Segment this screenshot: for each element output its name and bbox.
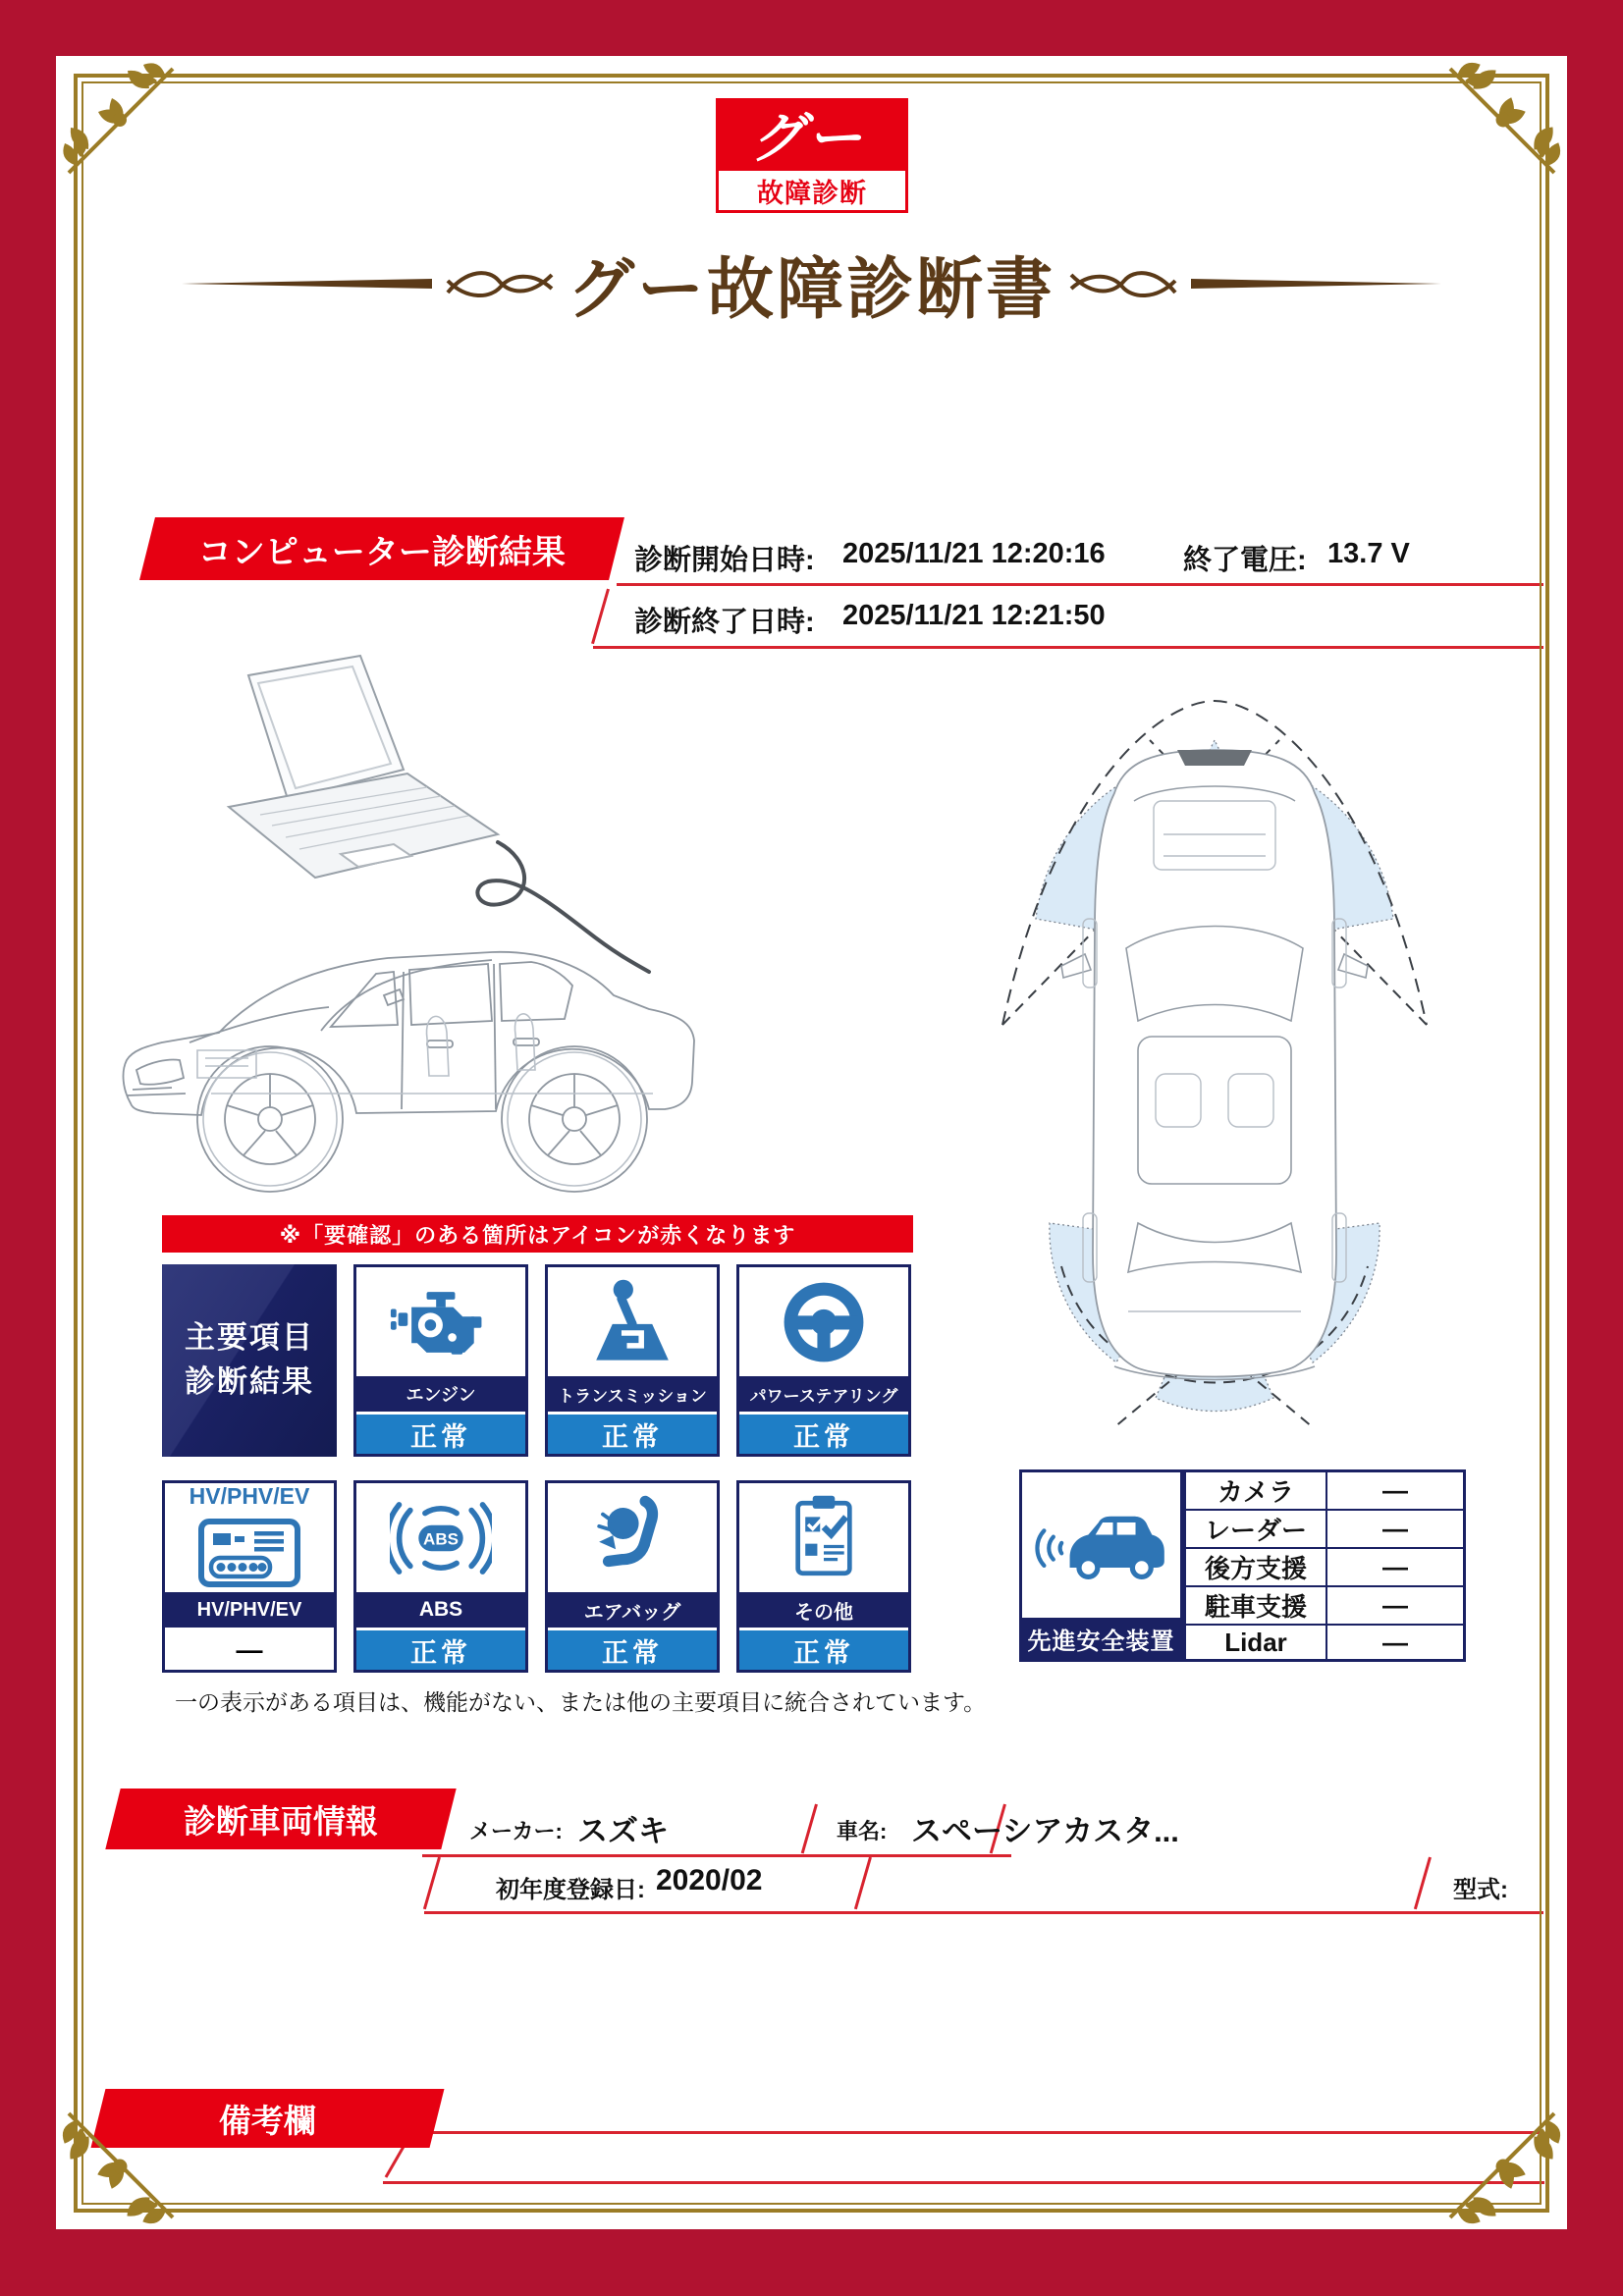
safety-row-name: レーダー <box>1186 1511 1327 1547</box>
page-title: グー故障診断書 <box>567 251 1055 327</box>
tile-status: 正常 <box>739 1628 908 1670</box>
tile-label: エアバッグ <box>548 1592 717 1628</box>
goo-logo-text: グー <box>747 107 875 169</box>
tile-label: HV/PHV/EV <box>165 1592 334 1628</box>
safety-row-name: カメラ <box>1186 1472 1327 1509</box>
vehicle-info-banner-label: 診断車両情報 <box>184 1802 378 1840</box>
maker-label: メーカー: <box>469 1819 563 1843</box>
tile-label: トランスミッション <box>548 1376 717 1412</box>
gold-corner-ornament <box>1438 55 1568 185</box>
tile-status: 正常 <box>548 1412 717 1454</box>
car-name-label: 車名: <box>837 1819 888 1843</box>
safety-row-value: — <box>1382 1590 1408 1620</box>
hv-header-text: HV/PHV/EV <box>189 1483 310 1509</box>
end-voltage-value: 13.7 V <box>1327 538 1410 569</box>
maker-value: スズキ <box>577 1814 669 1848</box>
diagnosis-end-value: 2025/11/21 12:21:50 <box>842 600 1106 631</box>
safety-row-name: 後方支援 <box>1186 1549 1327 1585</box>
tile-status: 正常 <box>739 1412 908 1454</box>
goo-logo-subtitle: 故障診断 <box>757 178 867 208</box>
safety-row-value: — <box>1382 1475 1408 1505</box>
car-name-value: スペーシアカスタ... <box>911 1814 1179 1848</box>
diagnosis-start-label: 診断開始日時: <box>634 545 815 576</box>
main-items-header-line1: 主要項目 <box>185 1320 314 1356</box>
tile-label: エンジン <box>356 1376 525 1412</box>
tile-status: 正常 <box>356 1628 525 1670</box>
end-voltage-label: 終了電圧: <box>1183 545 1307 576</box>
tile-label: その他 <box>739 1592 908 1628</box>
diagnosis-end-label: 診断終了日時: <box>634 607 815 638</box>
computer-diagnosis-banner-label: コンピューター診断結果 <box>198 533 566 571</box>
diagnosis-start-value: 2025/11/21 12:20:16 <box>842 538 1106 569</box>
tile-status: 正常 <box>548 1628 717 1670</box>
gold-corner-ornament <box>55 2102 185 2231</box>
gold-corner-ornament <box>1438 2102 1568 2231</box>
red-notice-text: ※「要確認」のある箇所はアイコンが赤くなります <box>279 1222 796 1248</box>
model-code-label: 型式: <box>1453 1877 1508 1903</box>
first-registration-value: 2020/02 <box>656 1864 763 1896</box>
svg-text:ABS: ABS <box>423 1529 459 1549</box>
main-items-header-line2: 診断結果 <box>185 1364 314 1399</box>
tile-label: ABS <box>356 1592 525 1628</box>
safety-row-value: — <box>1382 1627 1408 1657</box>
first-registration-label: 初年度登録日: <box>496 1877 645 1903</box>
safety-row-value: — <box>1382 1552 1408 1581</box>
tile-label: パワーステアリング <box>739 1376 908 1412</box>
gold-border-frame <box>74 74 1549 2213</box>
tile-status: 正常 <box>356 1412 525 1454</box>
grid-footnote: 一の表示がある項目は、機能がない、または他の主要項目に統合されています。 <box>175 1689 987 1715</box>
tile-status: — <box>165 1628 334 1670</box>
safety-row-value: — <box>1382 1514 1408 1543</box>
safety-row-name: Lidar <box>1186 1626 1327 1659</box>
advanced-safety-label: 先進安全装置 <box>1022 1618 1180 1659</box>
safety-row-name: 駐車支援 <box>1186 1587 1327 1624</box>
gold-corner-ornament <box>55 55 185 185</box>
remarks-banner-label: 備考欄 <box>219 2102 316 2139</box>
